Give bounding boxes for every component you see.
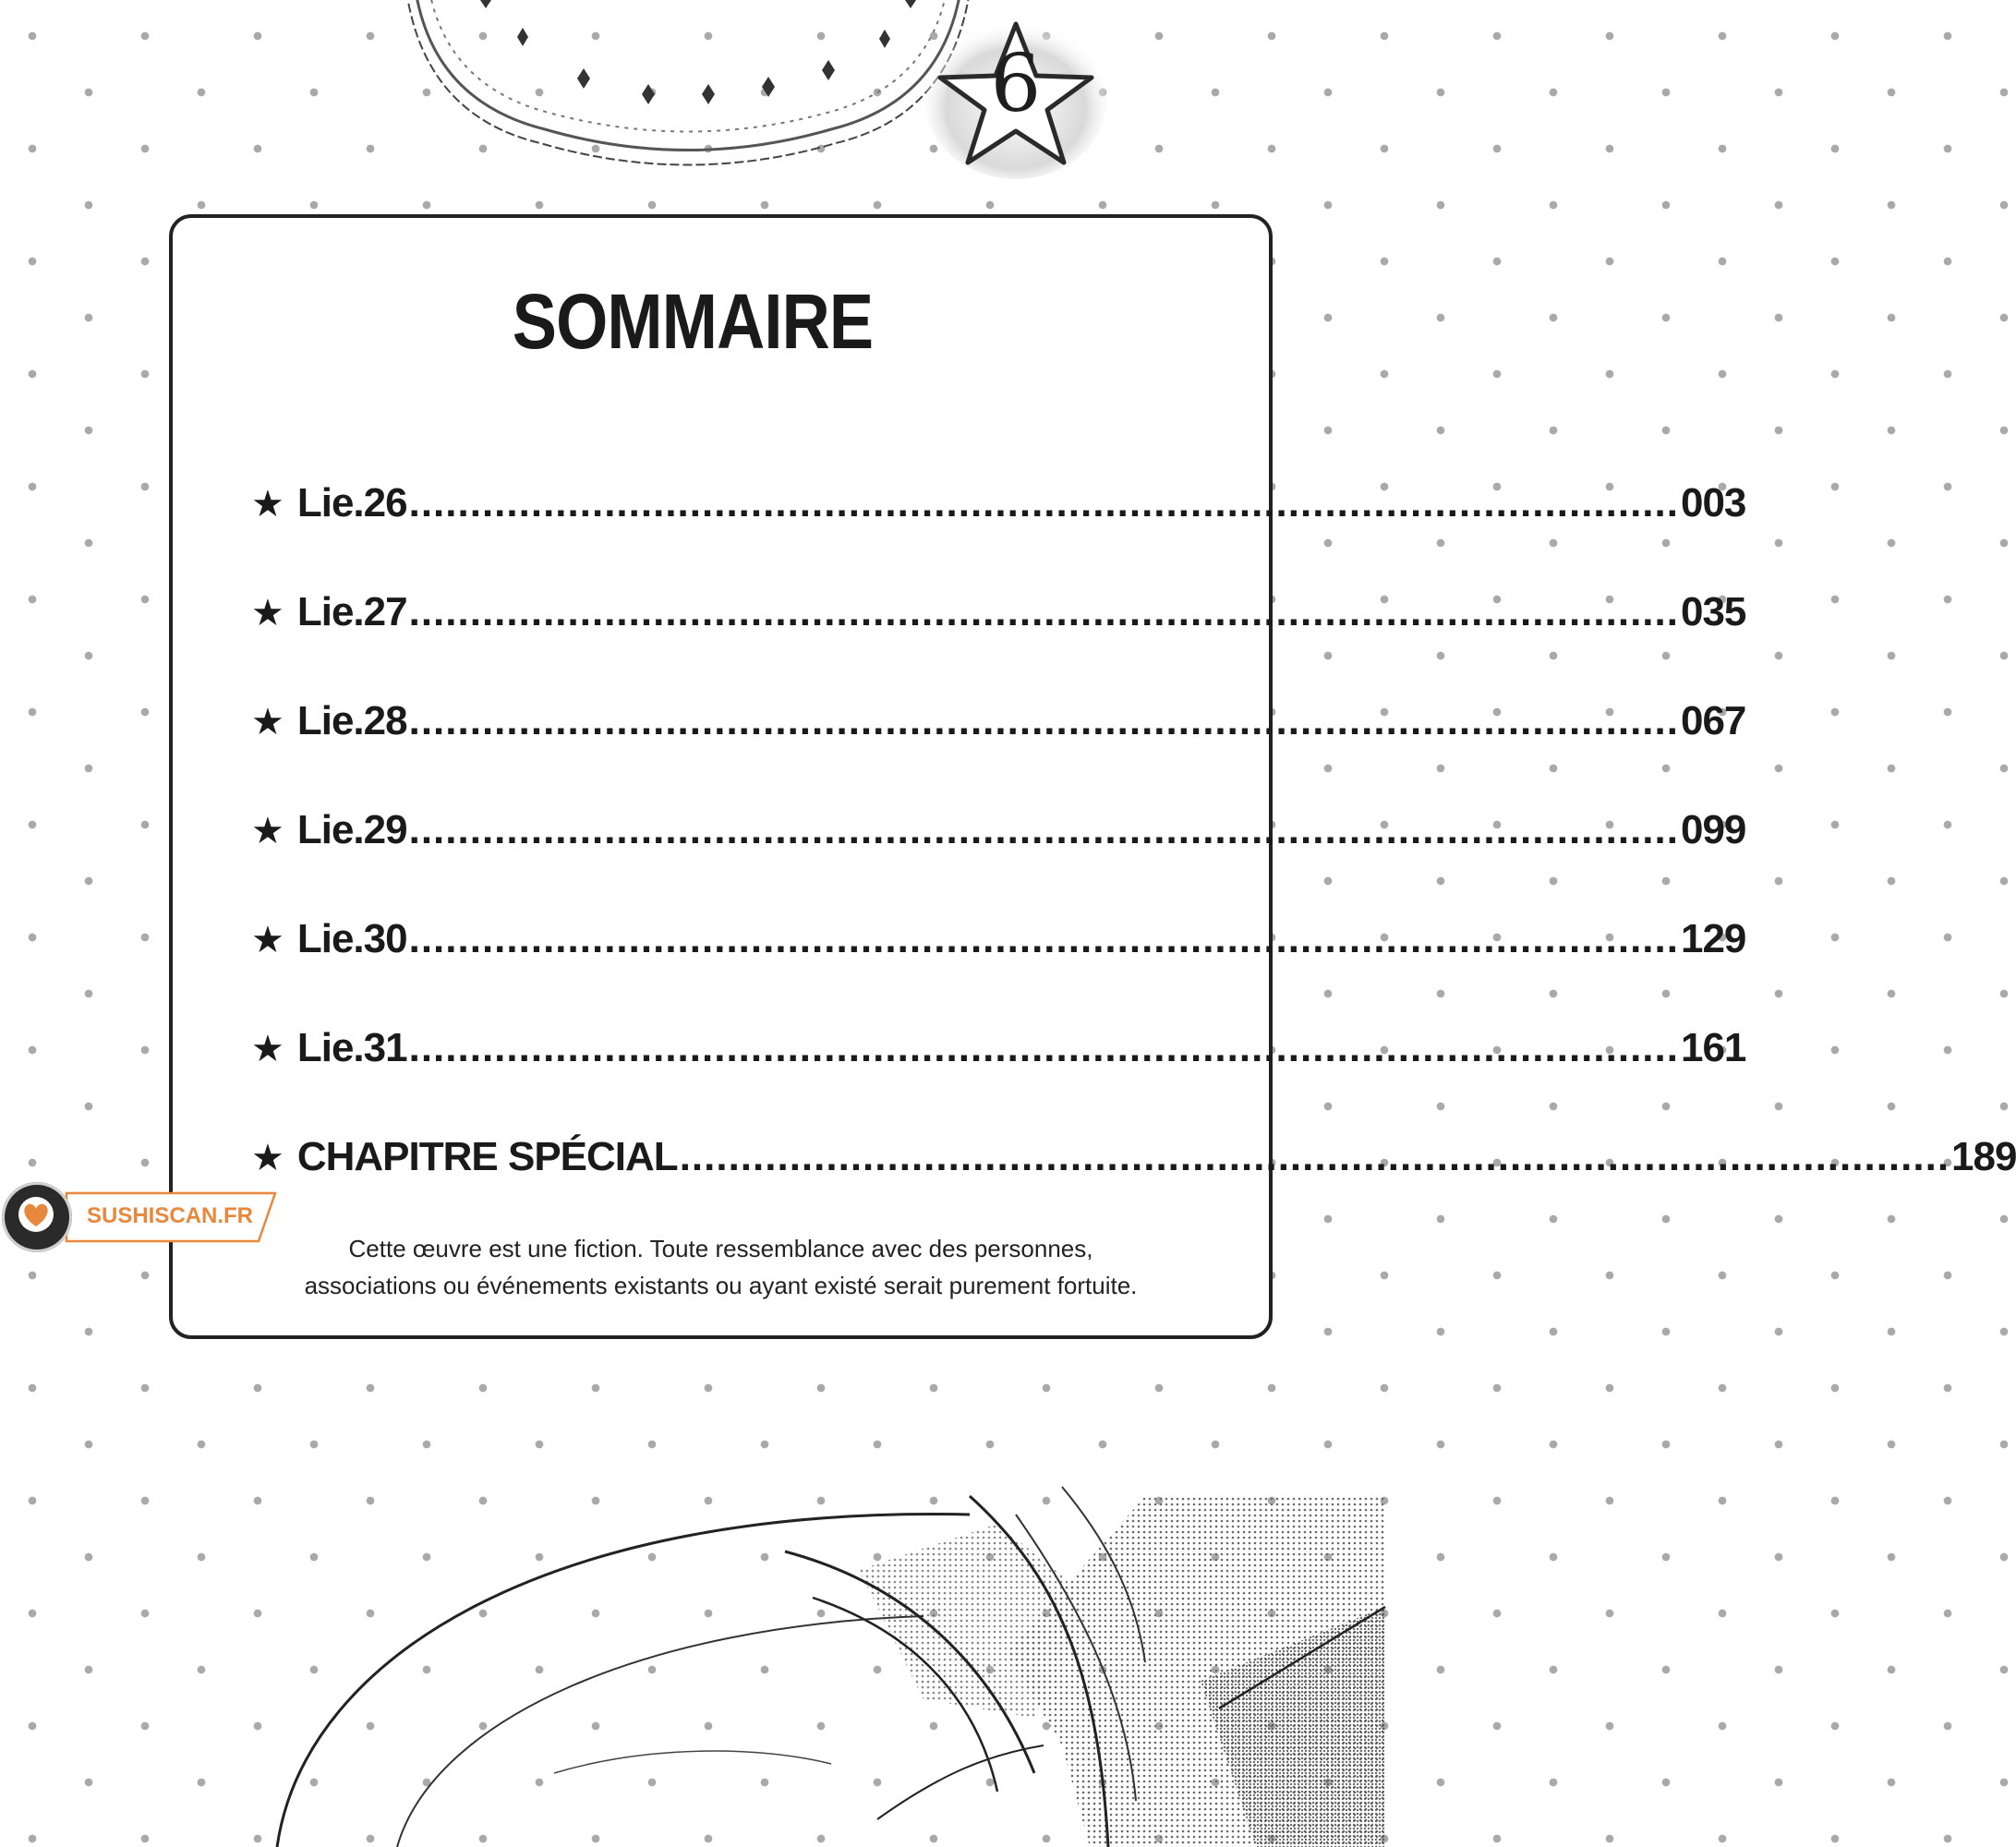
star-icon: ★ xyxy=(251,483,284,525)
toc-entry xyxy=(251,1134,2016,1243)
star-icon: ★ xyxy=(251,1137,284,1179)
toc-entry-page: 161 xyxy=(1680,1025,1746,1070)
toc-entry xyxy=(251,1025,1746,1134)
watermark-text: SUSHISCAN.FR xyxy=(87,1203,254,1228)
heart-icon xyxy=(16,1196,56,1233)
star-icon: ★ xyxy=(251,919,284,961)
toc-entry-label: Lie.27 xyxy=(296,589,407,634)
dot-leader: ........................................................................................................ xyxy=(408,589,1679,634)
dot-leader: ........................................................................................................ xyxy=(679,1134,1950,1179)
toc-entry xyxy=(251,480,1746,589)
toc-entry xyxy=(251,589,1746,698)
toc-entry-label: Lie.29 xyxy=(296,807,407,852)
toc-entry-page: 035 xyxy=(1680,589,1746,634)
manga-illustration xyxy=(0,1468,1385,1847)
toc-entry-label: Lie.31 xyxy=(296,1025,407,1070)
toc-entry-page: 003 xyxy=(1680,480,1746,525)
star-icon: ★ xyxy=(251,1028,284,1070)
disclaimer xyxy=(169,1230,1273,1304)
toc-entry-label: Lie.26 xyxy=(296,480,407,525)
toc-entry xyxy=(251,916,1746,1025)
toc-entry-page: 099 xyxy=(1680,807,1746,852)
star-icon: ★ xyxy=(251,592,284,634)
volume-number: 6 xyxy=(990,38,1042,130)
star-icon: ★ xyxy=(251,810,284,852)
dot-leader: ........................................................................................................ xyxy=(408,807,1679,852)
disclaimer-line-2: associations ou événements existants ou ayant existé serait purement fortuite. xyxy=(304,1272,1138,1299)
toc-entry-label: CHAPITRE SPÉCIAL xyxy=(296,1134,678,1179)
dot-leader: ........................................................................................................ xyxy=(408,480,1679,525)
dot-leader: ........................................................................................................ xyxy=(408,698,1679,743)
disclaimer-line-1: Cette œuvre est une fiction. Toute ressemblance avec des personnes, xyxy=(348,1235,1093,1262)
dot-leader: ........................................................................................................ xyxy=(408,916,1679,961)
toc-entry-page: 067 xyxy=(1680,698,1746,743)
lace-doily-decoration xyxy=(406,0,970,166)
toc-entry xyxy=(251,698,1746,807)
toc-entry-page: 129 xyxy=(1680,916,1746,961)
toc-entry-label: Lie.30 xyxy=(296,916,407,961)
dot-leader: ........................................................................................................ xyxy=(408,1025,1679,1070)
toc-title: SOMMAIRE xyxy=(512,278,874,365)
toc-entry xyxy=(251,807,1746,916)
toc-entry-page: 189 xyxy=(1951,1134,2016,1179)
star-icon: ★ xyxy=(251,701,284,743)
toc-entry-label: Lie.28 xyxy=(296,698,407,743)
watermark xyxy=(0,1178,286,1258)
toc-list xyxy=(251,480,2016,1243)
